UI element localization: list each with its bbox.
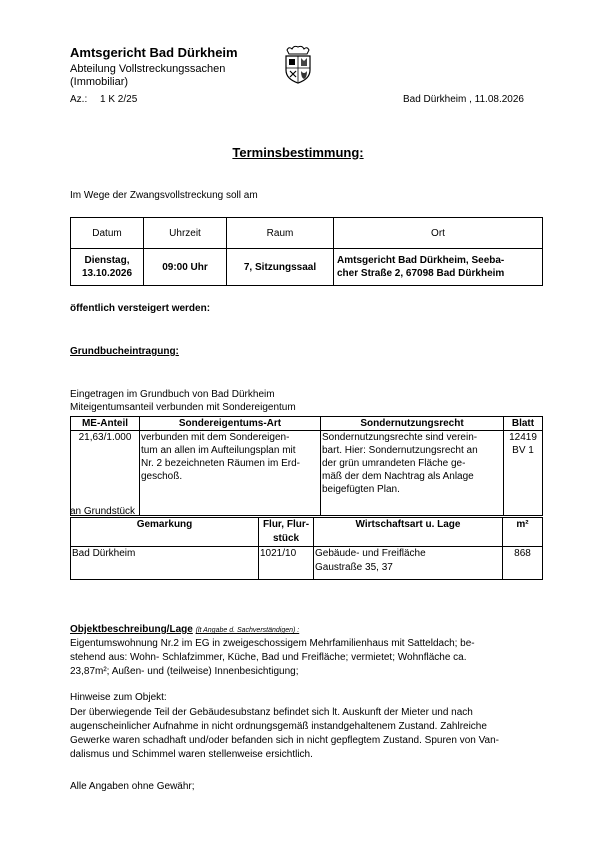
plot-table — [70, 517, 543, 580]
flur-value: 1021/10 — [259, 547, 314, 580]
az-label: Az.: — [70, 94, 88, 105]
notes-line: augenscheinlicher Aufnahme in nicht ordnungsgemäß instandgehaltenem Zustand. Zahlreiche — [70, 721, 487, 732]
wirtschaftsart-value — [314, 547, 503, 580]
raum-value: 7, Sitzungssaal — [227, 249, 334, 286]
recht-line: beigefügten Plan. — [322, 484, 400, 495]
header-flur-line-1: Flur, Flur- — [262, 519, 310, 530]
blatt-line-2: BV 1 — [512, 445, 534, 456]
plot-label: an Grundstück — [70, 506, 136, 517]
termin-table — [70, 217, 543, 286]
m2-value: 868 — [503, 547, 543, 580]
header-uhrzeit: Uhrzeit — [144, 218, 227, 249]
notes-text — [70, 706, 550, 762]
header-m2: m² — [503, 518, 543, 547]
place-date: Bad Dürkheim , 11.08.2026 — [402, 94, 524, 105]
ort-line-1: Amtsgericht Bad Dürkheim, Seeba- — [337, 255, 505, 266]
recht-line: bart. Hier: Sondernutzungsrecht an — [322, 445, 478, 456]
sondernutzung-value — [321, 431, 504, 516]
wirtschaft-line-2: Gaustraße 35, 37 — [315, 562, 393, 573]
header-sondernutzung: Sondernutzungsrecht — [321, 417, 504, 431]
department-line-2: (Immobiliar) — [70, 76, 129, 88]
header-wirtschaftsart: Wirtschaftsart u. Lage — [314, 518, 503, 547]
land-register-line-2: Miteigentumsanteil verbunden mit Sondereigentum — [70, 402, 296, 413]
header-sondereigentum: Sondereigentums-Art — [140, 417, 321, 431]
header-flur — [259, 518, 314, 547]
object-heading-label: Objektbeschreibung/Lage — [70, 624, 193, 635]
datum-line-2: 13.10.2026 — [81, 268, 133, 279]
az-value: 1 K 2/25 — [100, 94, 138, 105]
object-line: 23,87m²; Außen- und (teilweise) Innenbesichtigung; — [70, 666, 299, 677]
object-heading — [70, 624, 299, 635]
uhrzeit-value: 09:00 Uhr — [144, 249, 227, 286]
datum-value — [71, 249, 144, 286]
ort-line-2: cher Straße 2, 67098 Bad Dürkheim — [337, 268, 505, 279]
disclaimer: Alle Angaben ohne Gewähr; — [70, 781, 195, 792]
court-name: Amtsgericht Bad Dürkheim — [70, 45, 238, 60]
object-description — [70, 637, 550, 679]
intro-text: Im Wege der Zwangsvollstreckung soll am — [70, 190, 258, 201]
datum-line-1: Dienstag, — [84, 255, 130, 266]
department-line-1: Abteilung Vollstreckungssachen — [70, 63, 226, 75]
blatt-value — [504, 431, 543, 516]
object-line: stehend aus: Wohn- Schlafzimmer, Küche, Bad und Freifläche; vermietet; Wohnfläche ca. — [70, 652, 467, 663]
header-ort: Ort — [334, 218, 543, 249]
ort-value — [334, 249, 543, 286]
wirtschaft-line-1: Gebäude- und Freifläche — [315, 548, 426, 559]
notes-line: Der überwiegende Teil der Gebäudesubstanz befindet sich lt. Auskunft der Mieter und nach — [70, 707, 473, 718]
blatt-line-1: 12419 — [509, 432, 537, 443]
me-anteil-value: 21,63/1.000 — [71, 431, 140, 516]
department — [70, 63, 225, 89]
header-blatt: Blatt — [504, 417, 543, 431]
file-number — [70, 94, 137, 105]
notes-label: Hinweise zum Objekt: — [70, 692, 167, 703]
header-gemarkung: Gemarkung — [71, 518, 259, 547]
recht-line: Sondernutzungsrechte sind verein- — [322, 432, 478, 443]
sondereigentum-value — [140, 431, 321, 516]
header-flur-line-2: stück — [272, 533, 300, 544]
header-raum: Raum — [227, 218, 334, 249]
notes-line: dalismus und Schimmel waren stellenweise ersichtlich. — [70, 749, 313, 760]
land-register-line-1: Eingetragen im Grundbuch von Bad Dürkheim — [70, 389, 275, 400]
art-line: geschoß. — [141, 471, 183, 482]
recht-line: mäß der dem Nachtrag als Anlage — [322, 471, 474, 482]
land-register-info — [70, 388, 296, 414]
auction-statement: öffentlich versteigert werden: — [70, 303, 211, 314]
art-line: tum an allen im Aufteilungsplan mit — [141, 445, 296, 456]
header-datum: Datum — [71, 218, 144, 249]
art-line: verbunden mit dem Sondereigen- — [141, 432, 290, 443]
grundbuch-heading: Grundbucheintragung: — [70, 346, 179, 357]
gemarkung-value: Bad Dürkheim — [71, 547, 259, 580]
object-heading-note: (lt Angabe d. Sachverständigen) : — [195, 627, 300, 634]
header-me-anteil: ME-Anteil — [71, 417, 140, 431]
recht-line: der grün umrandeten Fläche ge- — [322, 458, 466, 469]
object-line: Eigentumswohnung Nr.2 im EG in zweigeschossigem Mehrfamilienhaus mit Satteldach; be- — [70, 638, 475, 649]
coat-of-arms-icon — [281, 44, 315, 84]
art-line: Nr. 2 bezeichneten Räumen im Erd- — [141, 458, 300, 469]
notes-line: Gewerke waren schadhaft und/oder befanden sich in nicht gepflegtem Zustand. Spuren von Van- — [70, 735, 499, 746]
ownership-table — [70, 416, 543, 516]
document-title: Terminsbestimmung: — [232, 145, 364, 160]
